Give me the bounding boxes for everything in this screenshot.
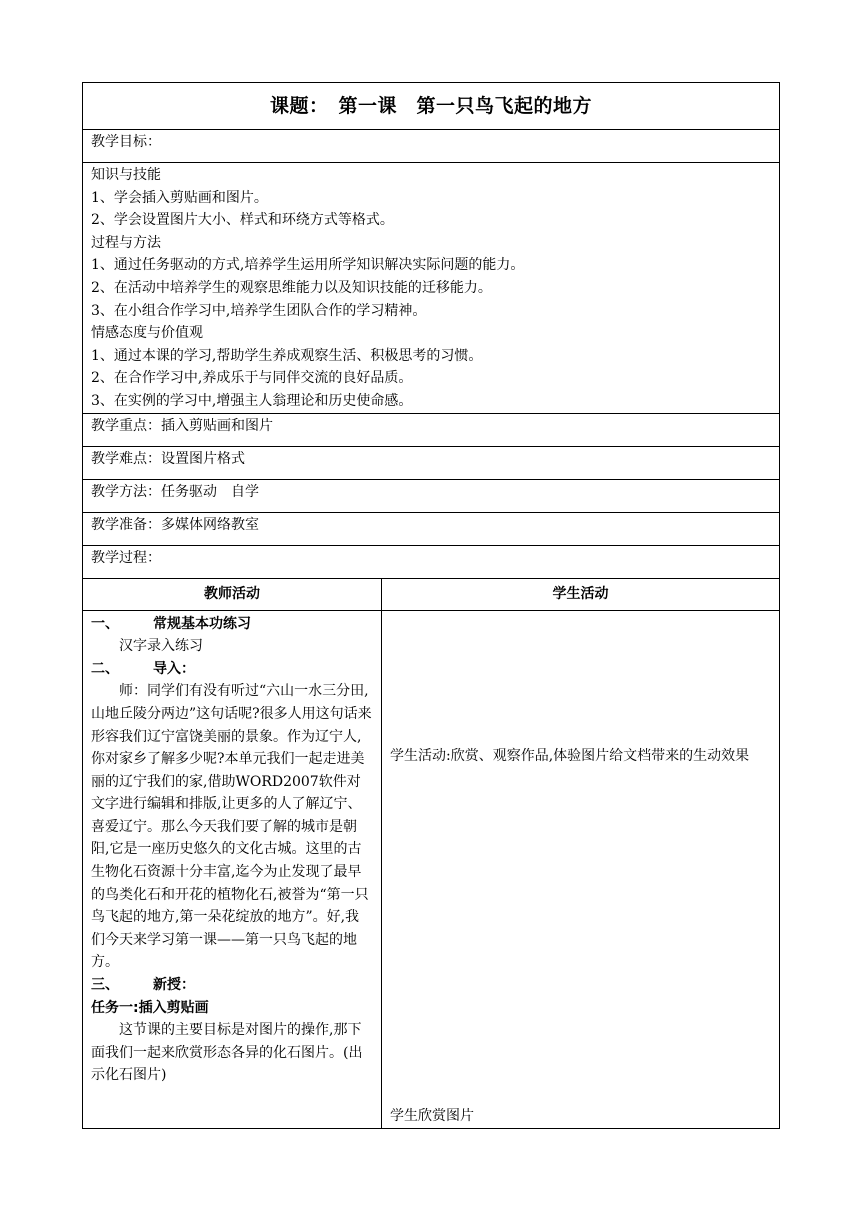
preparation-row: 教学准备：多媒体网络教室	[83, 512, 780, 545]
student-activity-item: 学生欣赏图片	[390, 1107, 474, 1124]
lesson-plan-table	[82, 82, 780, 1129]
student-activity-header: 学生活动	[382, 578, 780, 610]
section-heading: 三、 新授：	[91, 977, 195, 994]
emotion-item: 3、在实例的学习中,增强主人翁理论和历史使命感。	[91, 392, 413, 409]
teaching-goals-section	[83, 163, 780, 414]
intro-paragraph: 师：同学们有没有听过“六山一水三分田,山地丘陵分两边”这句话呢?很多人用这句话来形容我们辽宁富饶美丽的景象。作为辽宁人,你对家乡了解多少呢?本单元我们一起走进美丽的辽宁我们的家,借助WORD2007软件对文字进行编辑和排版,让更多的人了解辽宁、喜爱辽宁。那么今天我们要了解的城市是朝阳,它是一座历史悠久的文化古城。这里的古生物化石资源十分丰富,迄今为止发现了最早的鸟类化石和开花的植物化石,被誉为“第一只鸟飞起的地方,第一朵花绽放的地方”。好,我们今天来学习第一课——第一只鸟飞起的地方。	[91, 683, 372, 971]
difficulty-row: 教学难点：设置图片格式	[83, 446, 780, 479]
key-point-row: 教学重点：插入剪贴画和图片	[83, 413, 780, 446]
knowledge-item: 2、学会设置图片大小、样式和环绕方式等格式。	[91, 212, 394, 229]
teaching-goal-label: 教学目标：	[83, 130, 780, 163]
process-item: 3、在小组合作学习中,培养学生团队合作的学习精神。	[91, 302, 427, 319]
teacher-activity-header: 教师活动	[83, 578, 382, 610]
emotion-item: 1、通过本课的学习,帮助学生养成观察生活、积极思考的习惯。	[91, 347, 483, 364]
process-label-row: 教学过程：	[83, 545, 780, 578]
task-heading: 任务一:插入剪贴画	[91, 999, 209, 1016]
emotion-item: 2、在合作学习中,养成乐于与同伴交流的良好品质。	[91, 370, 413, 387]
process-item: 1、通过任务驱动的方式,培养学生运用所学知识解决实际问题的能力。	[91, 257, 525, 274]
knowledge-item: 1、学会插入剪贴画和图片。	[91, 189, 268, 206]
lesson-plan-document	[82, 82, 779, 1129]
process-heading: 过程与方法	[91, 234, 161, 251]
student-activity-item: 学生活动:欣赏、观察作品,体验图片给文档带来的生动效果	[390, 747, 750, 764]
student-activity-cell	[382, 610, 780, 1128]
process-item: 2、在活动中培养学生的观察思维能力以及知识技能的迁移能力。	[91, 279, 492, 296]
emotion-heading: 情感态度与价值观	[91, 325, 203, 342]
section-heading: 一、 常规基本功练习	[91, 615, 251, 632]
section-body: 汉字录入练习	[119, 638, 203, 655]
knowledge-heading: 知识与技能	[91, 167, 161, 183]
method-row: 教学方法：任务驱动 自学	[83, 479, 780, 512]
task-paragraph: 这节课的主要目标是对图片的操作,那下面我们一起来欣赏形态各异的化石图片。(出示化石图片)	[91, 1022, 363, 1084]
lesson-title: 课题： 第一课 第一只鸟飞起的地方	[83, 83, 780, 130]
section-heading: 二、 导入：	[91, 660, 195, 677]
teacher-activity-cell	[83, 610, 382, 1128]
